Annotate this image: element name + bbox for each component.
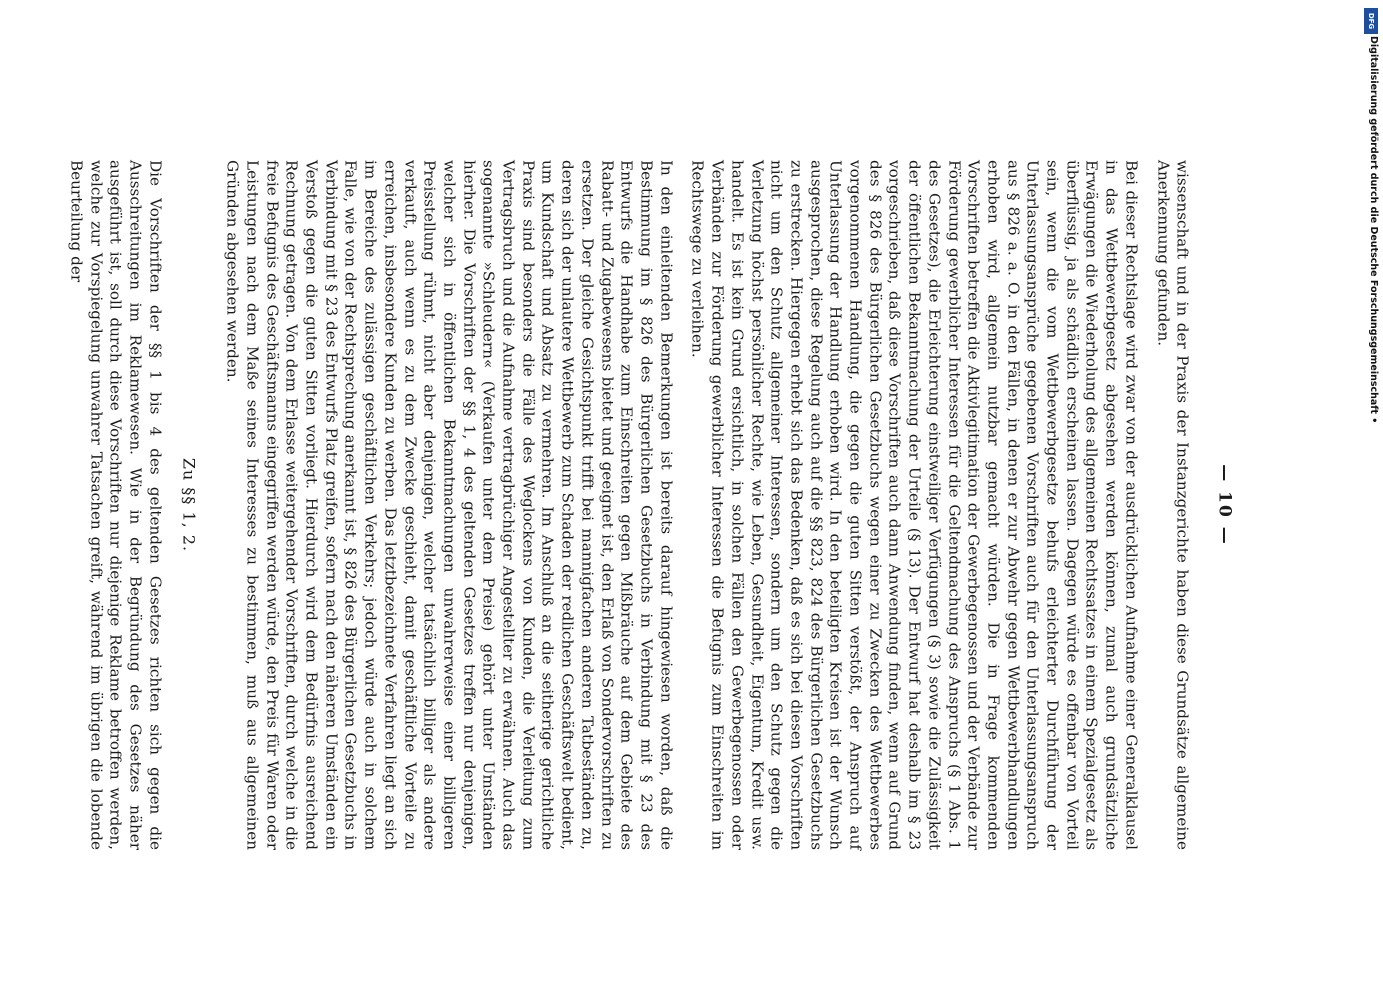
dfg-digitization-notice (1359, 0, 1381, 1000)
section-heading: Zu §§ 1, 2. (178, 457, 198, 553)
paragraph-closing: Die Vorschriften der §§ 1 bis 4 des geltenden Gesetzes richten sich gegen die Ausschreitungen im Reklamewesen. Wie in der Begründung des Gesetzes näher ausgeführt ist, soll durch diese Vorschriften nur diejenige Reklame betroffen werden, welche zur Vorspiegelung unwahrer Tatsachen greift, während im übrigen die lobende Beurteilung der (67, 160, 164, 850)
paragraph-1: wissenschaft und in der Praxis der Instanzgerichte haben diese Grundsätze allgemeine Anerkennung gefunden. (1153, 160, 1192, 850)
dfg-logo-icon (1364, 8, 1378, 34)
paragraph-2: Bei dieser Rechtslage wird zwar von der ausdrücklichen Aufnahme einer Generalklausel in das Wettbewerbgesetz abgesehen werden können, zumal auch grundsätzliche Erwägungen die Wiederholung des allgemeinen Rechtssatzes in einem Spezialgesetz als überflüssig, ja als schädlich erscheinen lassen. Dagegen würde es offenbar von Vorteil sein, wenn die vom Wettbewerbgesetze behufs erleichterter Durchführung der Unterlassungsansprüche gegebenen Vorschriften auch für den Unterlassungsanspruch aus § 826 a. a. O. in den Fällen, in denen er zur Abwehr gegen Wettbewerbhandlungen erhoben wird, allgemein nutzbar gemacht würden. Die in Frage kommenden Vorschriften betreffen die Aktivlegitimation der Gewerbegenossen und der Verbände zur Förderung gewerblicher Interessen für die Geltendmachung des Anspruchs (§ 1 Abs. 1 des Gesetzes), die Erleichterung einstweiliger Verfügungen (§ 3) sowie die Zulässigkeit der öffentlichen Bekanntmachung der Urteile (§ 13). Der Entwurf hat deshalb im § 23 vorgeschrieben, daß diese Vorschriften auch dann Anwendung finden, wenn auf Grund des § 826 des Bürgerlichen Gesetzbuchs wegen einer zu Zwecken des Wettbewerbes vorgenommenen Handlung, die gegen die guten Sitten verstößt, der Anspruch auf Unterlassung der Handlung erhoben wird. In den beteiligten Kreisen ist der Wunsch ausgesprochen, diese Regelung auch auf die §§ 823, 824 des Bürgerlichen Gesetzbuchs zu erstrecken. Hiergegen erhebt sich das Bedenken, daß es sich bei diesen Vorschriften nicht um den Schutz allgemeiner Interessen, sondern um den Schutz gegen die Verletzung höchst persönlicher Rechte, wie Leben, Gesundheit, Eigentum, Kredit usw. handelt. Es ist kein Grund ersichtlich, in solchen Fällen den Gewerbegenossen oder Verbänden zur Förderung gewerblicher Interessen die Befugnis zum Einschreiten im Rechtswege zu verleihen. (688, 160, 1140, 850)
dfg-badge-label: DFG (1367, 12, 1375, 30)
dfg-notice-text: Digitalisierung gefördert durch die Deutsche Forschungsgemeinschaft • (1368, 36, 1379, 424)
page-number: — 10 — (1214, 464, 1234, 546)
paragraph-3: In den einleitenden Bemerkungen ist bereits darauf hingewiesen worden, daß die Bestimmung im § 826 des Bürgerlichen Gesetzbuchs in Verbindung mit § 23 des Entwurfs die Handhabe zum Einschreiten gegen Mißbräuche auf dem Gebiete des Rabatt- und Zugabewesens bietet und geeignet ist, den Erlaß von Sondervorschriften zu ersetzen. Der gleiche Gesichtspunkt trifft bei mannigfachen anderen Tatbeständen zu, deren sich der unlautere Wettbewerb zum Schaden der redlichen Geschäftswelt bedient, um Kundschaft und Absatz zu vermehren. Im Anschluß an die seitherige gerichtliche Praxis sind besonders die Fälle des Weglockens von Kunden, die Verleitung zum Vertragsbruch und die Aufnahme vertragbrüchiger Angestellter zu erwähnen. Auch das sogenannte »Schleudern« (Verkaufen unter dem Preise) gehört unter Umständen hierher. Die Vorschriften der §§ 1, 4 des geltenden Gesetzes treffen nur denjenigen, welcher sich in öffentlichen Bekanntmachungen unwahrerweise einer billigeren Preisstellung rühmt, nicht aber denjenigen, welcher tatsächlich billiger als andere verkauft, auch wenn es zu dem Zwecke geschieht, damit geschäftliche Vorteile zu erreichen, insbesondere Kunden zu werben. Das letztbezeichnete Verfahren liegt an sich im Bereiche des zulässigen geschäftlichen Verkehrs; jedoch würde auch in solchem Falle, wie von der Rechtsprechung anerkannt ist, § 826 des Bürgerlichen Gesetzbuchs in Verbindung mit § 23 des Entwurfs Platz greifen, sofern nach den näheren Umständen ein Verstoß gegen die guten Sitten vorliegt. Hierdurch wird dem Bedürfnis ausreichend Rechnung getragen. Von dem Erlasse weitergehender Vorschriften, durch welche in die freie Befugnis des Geschäftsmanns eingegriffen werden würde, den Preis für Waren oder Leistungen nach dem Maße seines Interesses zu bestimmen, muß aus allgemeinen Gründen abgesehen werden. (223, 160, 675, 850)
page-body (53, 160, 1233, 850)
